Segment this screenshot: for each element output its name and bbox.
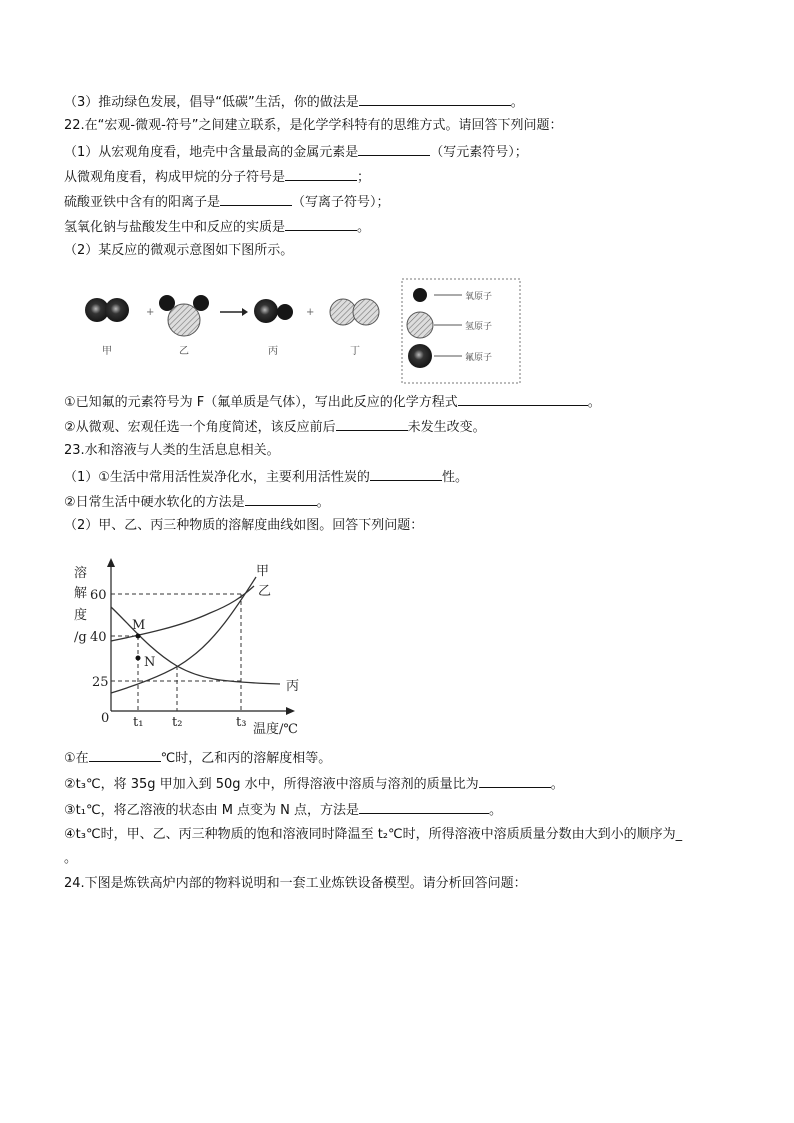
plus-sign: +	[306, 307, 315, 318]
x-axis-arrow-icon	[286, 707, 295, 715]
answer-blank[interactable]	[336, 418, 408, 431]
text: 氢氧化钠与盐酸发生中和反应的实质是	[64, 220, 286, 235]
q23-title: 23.水和溶液与人类的生活息息相关。	[64, 443, 280, 458]
point-m	[136, 634, 141, 639]
point-label-n: N	[144, 655, 156, 670]
text: （写元素符号）；	[430, 145, 528, 160]
legend-box	[402, 279, 520, 383]
q22-1-cation-line	[64, 193, 390, 211]
molecule-yi	[159, 295, 209, 336]
answer-blank[interactable]	[245, 493, 317, 506]
label-yi: 乙	[179, 346, 189, 357]
molecule-ding	[330, 299, 379, 325]
legend-fluorine: 氟原子	[465, 353, 493, 363]
q22-title: 22.在“宏观-微观-符号”之间建立联系，是化学学科特有的思维方式。请回答下列问题：	[64, 118, 563, 133]
text: 从微观角度看，构成甲烷的分子符号是	[64, 170, 286, 185]
label-ding: 丁	[350, 346, 360, 357]
y-axis-arrow-icon	[107, 558, 115, 567]
text: ②日常生活中硬水软化的方法是	[64, 495, 245, 510]
text: ②t₃℃，将 35g 甲加入到 50g 水中，所得溶液中溶质与溶剂的质量比为	[64, 777, 479, 792]
q23-2-3-line	[64, 801, 502, 819]
q23-2-1-line	[64, 749, 331, 767]
q23-2-2-line	[64, 775, 564, 793]
arrow-icon	[220, 308, 248, 316]
text: 。	[357, 220, 371, 235]
answer-blank[interactable]	[370, 468, 442, 481]
y-label-2: 解	[74, 586, 88, 601]
text: 。	[550, 777, 564, 792]
legend-hydrogen: 氢原子	[465, 322, 493, 332]
text: ℃时，乙和丙的溶解度相等。	[160, 751, 332, 766]
text: ②从微观、宏观任选一个角度简述，该反应前后	[64, 420, 336, 435]
q22-1-methane-line	[64, 168, 370, 186]
solubility-curve-chart	[70, 555, 320, 735]
text: 。	[587, 395, 601, 410]
legend-oxygen: 氧原子	[465, 292, 493, 302]
answer-blank[interactable]	[220, 193, 292, 206]
x-axis-label: 温度/℃	[253, 722, 298, 735]
text: 性。	[441, 470, 468, 485]
y-label-4: /g	[74, 630, 87, 645]
q23-1-line	[64, 468, 468, 486]
text: （1）从宏观角度看，地壳中含量最高的金属元素是	[64, 145, 359, 160]
answer-blank[interactable]	[285, 218, 357, 231]
x-tick-0: 0	[101, 711, 110, 726]
x-tick-t1: t₁	[133, 715, 144, 730]
molecule-jia	[85, 298, 129, 322]
text: 。	[510, 95, 524, 110]
answer-blank[interactable]	[358, 143, 430, 156]
series-label-yi: 乙	[258, 584, 272, 599]
q23-1-2-line	[64, 493, 330, 511]
answer-blank[interactable]	[285, 168, 357, 181]
q23-2-4-line: ④t₃℃时，甲、乙、丙三种物质的饱和溶液同时降温至 t₂℃时，所得溶液中溶质质量分数由大到小的顺序为_	[64, 827, 683, 842]
y-tick-25: 25	[92, 675, 109, 690]
q23-2-4-end: 。	[64, 851, 78, 866]
label-bing: 丙	[268, 346, 278, 357]
text: 硫酸亚铁中含有的阳离子是	[64, 195, 221, 210]
q22-1-line	[64, 143, 528, 161]
guide-lines	[111, 594, 241, 711]
label-jia: 甲	[102, 346, 112, 357]
answer-blank[interactable]	[479, 775, 551, 788]
text: ③t₁℃，将乙溶液的状态由 M 点变为 N 点，方法是	[64, 803, 360, 818]
text: 。	[316, 495, 330, 510]
x-tick-t3: t₃	[236, 715, 247, 730]
q22-2-1-line	[64, 393, 601, 411]
series-label-bing: 丙	[286, 679, 300, 694]
text: ①已知氟的元素符号为 F（氟单质是气体），写出此反应的化学方程式	[64, 395, 458, 410]
text: （1）①生活中常用活性炭净化水，主要利用活性炭的	[64, 470, 370, 485]
q22-1-neutralization-line	[64, 218, 370, 236]
q22-2-line: （2）某反应的微观示意图如下图所示。	[64, 243, 294, 258]
y-label-1: 溶	[74, 566, 88, 581]
y-label-3: 度	[74, 608, 88, 623]
point-n	[136, 656, 141, 661]
answer-blank[interactable]	[359, 93, 511, 106]
text: （3）推动绿色发展，倡导“低碳”生活，你的做法是	[64, 95, 359, 110]
text: ；	[357, 170, 371, 185]
text: 未发生改变。	[407, 420, 486, 435]
answer-blank[interactable]	[89, 749, 161, 762]
q24-title: 24.下图是炼铁高炉内部的物料说明和一套工业炼铁设备模型。请分析回答问题：	[64, 876, 527, 891]
series-label-jia: 甲	[256, 564, 270, 579]
plus-sign: +	[146, 307, 155, 318]
answer-blank[interactable]	[359, 801, 489, 814]
q23-2-line: （2）甲、乙、丙三种物质的溶解度曲线如图。回答下列问题：	[64, 518, 424, 533]
reaction-micro-diagram	[60, 270, 540, 390]
y-tick-60: 60	[90, 588, 107, 603]
text: （写离子符号）；	[292, 195, 390, 210]
q22-2-2-line	[64, 418, 486, 436]
answer-blank[interactable]	[458, 393, 588, 406]
molecule-bing	[254, 299, 293, 323]
text: 。	[489, 803, 503, 818]
text: ①在	[64, 751, 89, 766]
x-tick-t2: t₂	[172, 715, 183, 730]
q21-3-line	[64, 93, 524, 111]
point-label-m: M	[132, 618, 146, 633]
y-tick-40: 40	[90, 630, 107, 645]
